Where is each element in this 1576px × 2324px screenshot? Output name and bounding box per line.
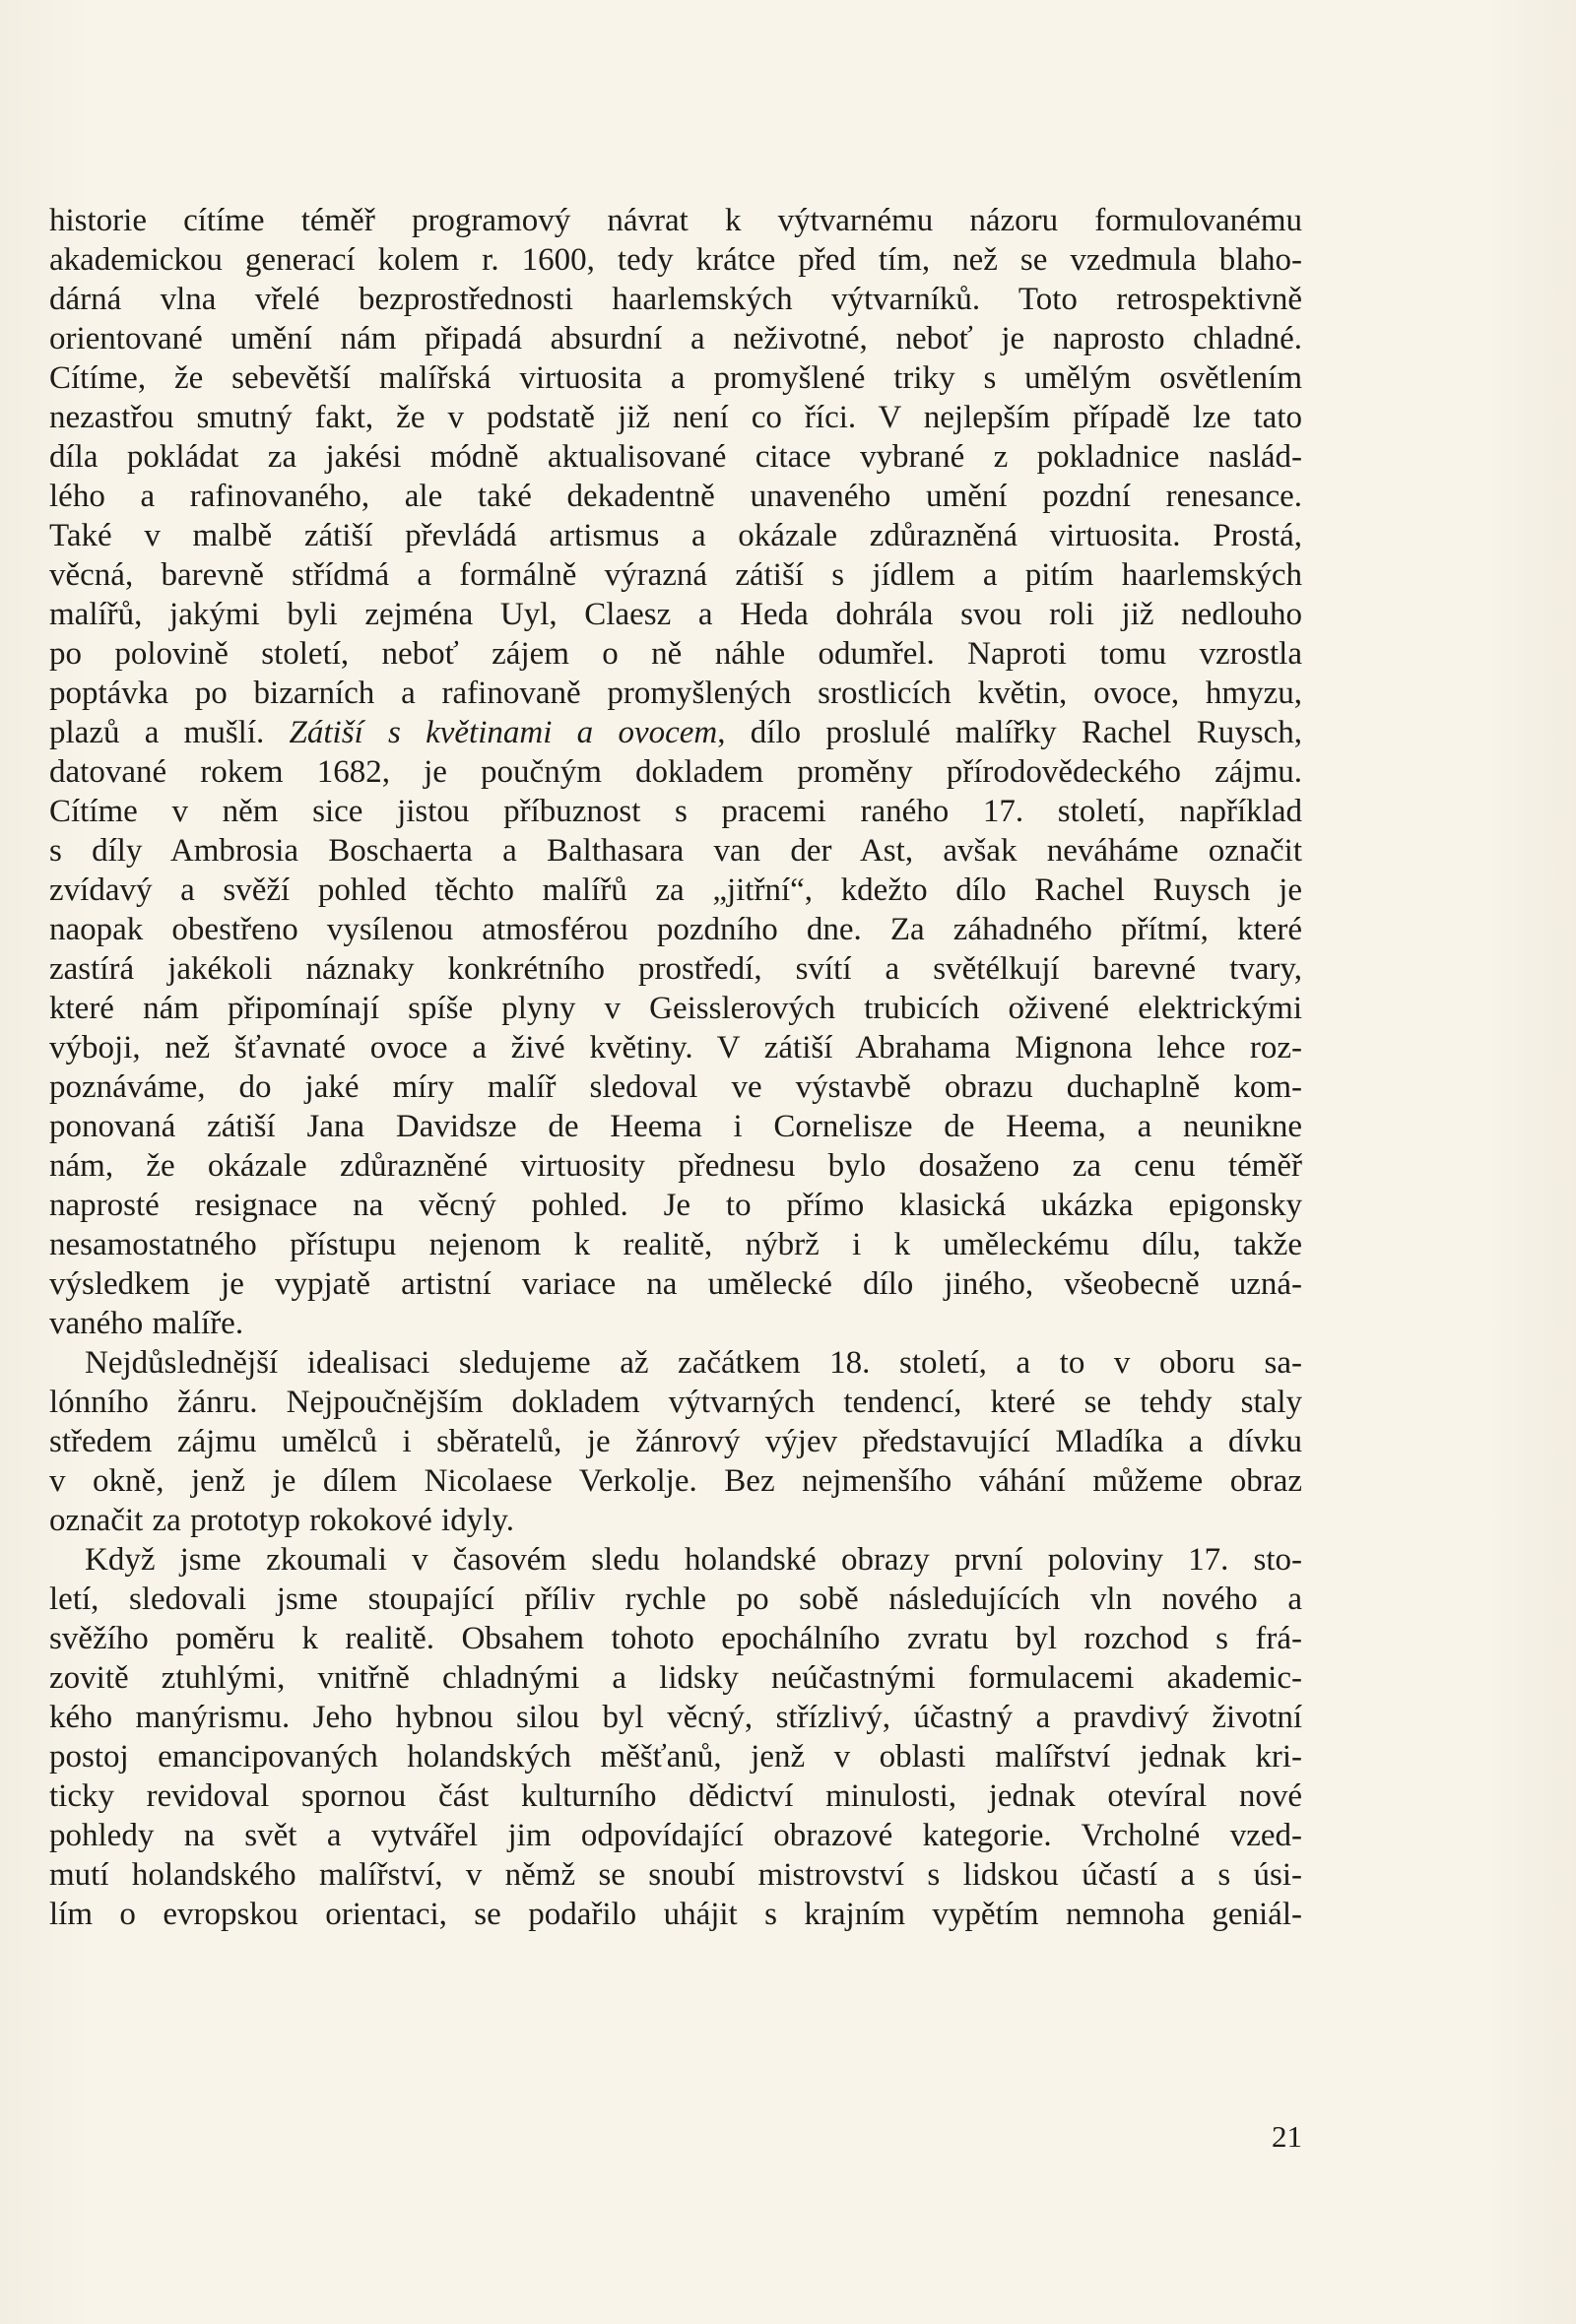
text-line: výboji, než šťavnaté ovoce a živé květiny. V zátiší Abrahama Mignona lehce roz- <box>49 1030 1302 1065</box>
paragraph-1 <box>49 201 1302 1343</box>
text-line: Také v malbě zátiší převládá artismus a okázale zdůrazněná virtuosita. Prostá, <box>49 518 1302 553</box>
text-line: pohledy na svět a vytvářel jim odpovídající obrazové kategorie. Vrcholné vzed- <box>49 1818 1302 1853</box>
text-line: věcná, barevně střídmá a formálně výrazná zátiší s jídlem a pitím haarlemských <box>49 557 1302 593</box>
text-line: v okně, jenž je dílem Nicolaese Verkolje. Bez nejmenšího váhání můžeme obraz <box>49 1463 1302 1499</box>
text-line: naprosté resignace na věcný pohled. Je to přímo klasická ukázka epigonsky <box>49 1188 1302 1223</box>
text-line-with-italic-title: plazů a mušlí. Zátiší s květinami a ovocem, dílo proslulé malířky Rachel Ruysch, <box>49 715 1302 750</box>
text-line: postoj emancipovaných holandských měšťanů, jenž v oblasti malířství jednak kri- <box>49 1739 1302 1775</box>
paragraph-2 <box>49 1343 1302 1540</box>
text-line: Nejdůslednější idealisaci sledujeme až začátkem 18. století, a to v oboru sa- <box>85 1345 1302 1381</box>
text-line: mutí holandského malířství, v němž se snoubí mistrovství s lidskou účastí a s úsi- <box>49 1857 1302 1893</box>
text-line: orientované umění nám připadá absurdní a neživotné, neboť je naprosto chladné. <box>49 321 1302 356</box>
text-line: nám, že okázale zdůrazněné virtuosity přednesu bylo dosaženo za cenu téměř <box>49 1148 1302 1184</box>
text-line: akademickou generací kolem r. 1600, tedy krátce před tím, než se vzedmula blaho- <box>49 242 1302 278</box>
text-line: poptávka po bizarních a rafinovaně promyšlených srostlicích květin, ovoce, hmyzu, <box>49 676 1302 711</box>
text-line: zvídavý a svěží pohled těchto malířů za „jitřní“, kdežto dílo Rachel Ruysch je <box>49 872 1302 908</box>
text-line: vaného malíře. <box>49 1306 244 1341</box>
text-line: nezastřou smutný fakt, že v podstatě již není co říci. V nejlepším případě lze tato <box>49 400 1302 435</box>
text-line: malířů, jakými byli zejména Uyl, Claesz a Heda dohrála svou roli již nedlouho <box>49 597 1302 632</box>
text-line: lónního žánru. Nejpoučnějším dokladem výtvarných tendencí, které se tehdy staly <box>49 1385 1302 1420</box>
text-line: naopak obestřeno vysílenou atmosférou pozdního dne. Za záhadného přítmí, které <box>49 912 1302 947</box>
text-line: středem zájmu umělců i sběratelů, je žánrový výjev představující Mladíka a dívku <box>49 1424 1302 1459</box>
artwork-title: Zátiší s květinami a ovocem <box>289 715 718 750</box>
text-line: lého a rafinovaného, ale také dekadentně unaveného umění pozdní renesance. <box>49 479 1302 514</box>
paragraph-3 <box>49 1540 1302 1934</box>
text-line: zovitě ztuhlými, vnitřně chladnými a lidsky neúčastnými formulacemi akademic- <box>49 1660 1302 1696</box>
text-line: letí, sledovali jsme stoupající příliv rychle po sobě následujících vln nového a <box>49 1582 1302 1617</box>
text-line: dárná vlna vřelé bezprostřednosti haarlemských výtvarníků. Toto retrospektivně <box>49 282 1302 317</box>
text-line: svěžího poměru k realitě. Obsahem tohoto epochálního zvratu byl rozchod s frá- <box>49 1621 1302 1656</box>
text-line: datované rokem 1682, je poučným dokladem proměny přírodovědeckého zájmu. <box>49 754 1302 790</box>
page-number: 21 <box>1272 2119 1302 2154</box>
text-line: s díly Ambrosia Boschaerta a Balthasara van der Ast, avšak neváháme označit <box>49 833 1302 869</box>
text-line: ticky revidoval spornou část kulturního dědictví minulosti, jednak otevíral nové <box>49 1778 1302 1814</box>
text-line: zastírá jakékoli náznaky konkrétního prostředí, svítí a světélkují barevné tvary, <box>49 951 1302 987</box>
body-text <box>49 201 1302 1934</box>
text-line: označit za prototyp rokokové idyly. <box>49 1503 514 1538</box>
text-line: poznáváme, do jaké míry malíř sledoval ve výstavbě obrazu duchaplně kom- <box>49 1069 1302 1105</box>
text-line: ponovaná zátiší Jana Davidsze de Heema i Cornelisze de Heema, a neunikne <box>49 1109 1302 1144</box>
text-line: díla pokládat za jakési módně aktualisované citace vybrané z pokladnice naslád- <box>49 439 1302 475</box>
text-line: lím o evropskou orientaci, se podařilo uhájit s krajním vypětím nemnoha geniál- <box>49 1897 1302 1932</box>
text-line: historie cítíme téměř programový návrat k výtvarnému názoru formulovanému <box>49 203 1302 238</box>
text-line: kého manýrismu. Jeho hybnou silou byl věcný, střízlivý, účastný a pravdivý životní <box>49 1700 1302 1735</box>
text-line: Cítíme v něm sice jistou příbuznost s pracemi raného 17. století, například <box>49 794 1302 829</box>
text-line: které nám připomínají spíše plyny v Geisslerových trubicích oživené elektrickými <box>49 991 1302 1026</box>
text-line: po polovině století, neboť zájem o ně náhle odumřel. Naproti tomu vzrostla <box>49 636 1302 672</box>
text-line: výsledkem je vypjatě artistní variace na umělecké dílo jiného, všeobecně uzná- <box>49 1266 1302 1302</box>
text-line: nesamostatného přístupu nejenom k realitě, nýbrž i k uměleckému dílu, takže <box>49 1227 1302 1262</box>
text-line: Cítíme, že sebevětší malířská virtuosita a promyšlené triky s umělým osvětlením <box>49 360 1302 396</box>
text-line: Když jsme zkoumali v časovém sledu holandské obrazy první poloviny 17. sto- <box>85 1542 1302 1578</box>
